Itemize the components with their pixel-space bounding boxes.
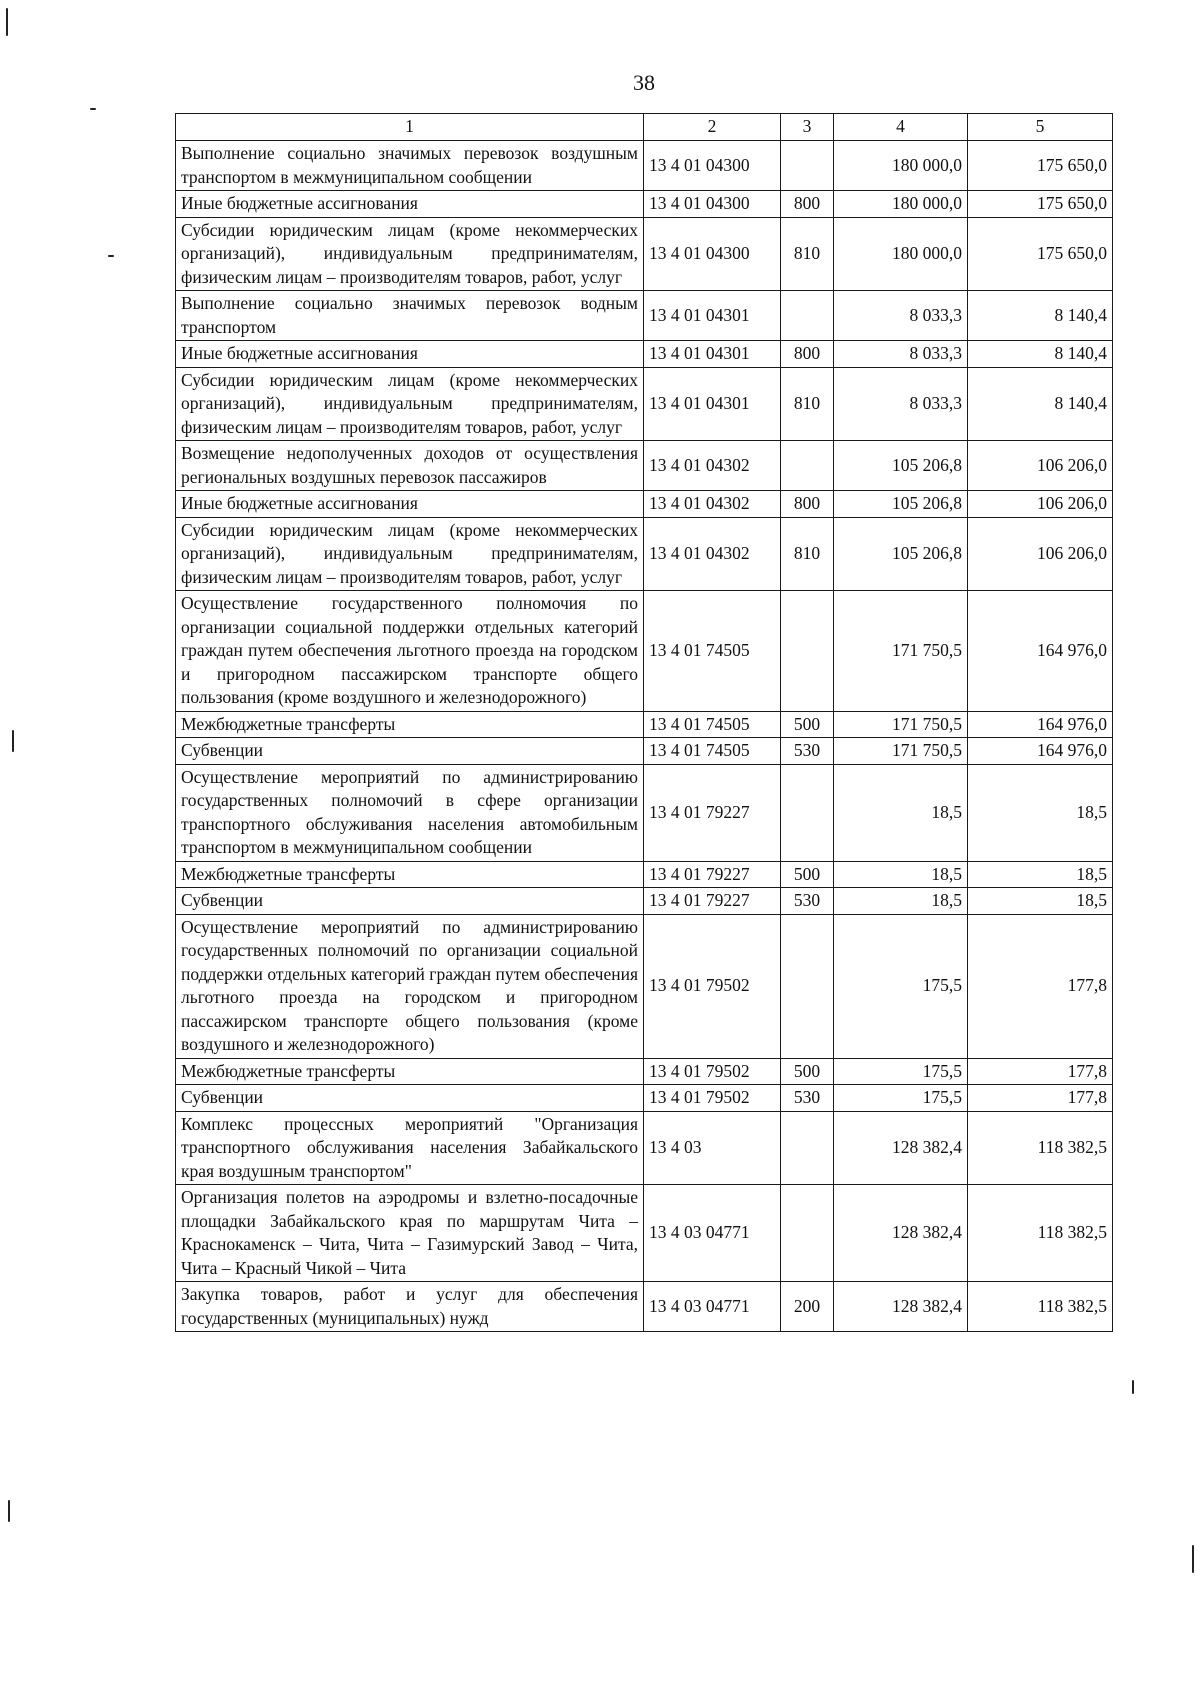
row-code-cell: 13 4 01 04302 <box>644 491 781 518</box>
row-name-cell: Осуществление мероприятий по администрированию государственных полномочий по организации социальной поддержки отдельных категорий граждан путем обеспечения льготного проезда на городском и пригородном пассажирском транспорте общего пользования (кроме воздушного и железнодорожного) <box>176 914 644 1058</box>
row-name-cell: Выполнение социально значимых перевозок водным транспортом <box>176 291 644 341</box>
row-code-cell: 13 4 03 04771 <box>644 1282 781 1332</box>
row-sum-cell: 105 206,8 <box>834 491 968 518</box>
row-sum-cell: 118 382,5 <box>968 1282 1113 1332</box>
row-code-cell: 13 4 01 04301 <box>644 341 781 368</box>
row-type-cell: 530 <box>781 1085 834 1112</box>
row-sum-cell: 18,5 <box>834 861 968 888</box>
row-type-cell <box>781 591 834 712</box>
table-row <box>176 738 1113 765</box>
header-cell: 4 <box>834 114 968 141</box>
row-sum-cell: 171 750,5 <box>834 711 968 738</box>
row-code-cell: 13 4 01 74505 <box>644 738 781 765</box>
row-sum-cell: 18,5 <box>968 861 1113 888</box>
table-header-row <box>176 114 1113 141</box>
row-sum-cell: 175 650,0 <box>968 191 1113 218</box>
row-name-cell: Иные бюджетные ассигнования <box>176 491 644 518</box>
row-sum-cell: 164 976,0 <box>968 738 1113 765</box>
header-cell: 2 <box>644 114 781 141</box>
row-code-cell: 13 4 01 04300 <box>644 141 781 191</box>
table-row <box>176 888 1113 915</box>
row-name-cell: Субсидии юридическим лицам (кроме некоммерческих организаций), индивидуальным предпринимателям, физическим лицам – производителям товаров, работ, услуг <box>176 367 644 441</box>
row-code-cell: 13 4 01 79502 <box>644 1058 781 1085</box>
row-sum-cell: 180 000,0 <box>834 141 968 191</box>
row-sum-cell: 18,5 <box>968 888 1113 915</box>
row-sum-cell: 128 382,4 <box>834 1185 968 1282</box>
row-code-cell: 13 4 01 04300 <box>644 191 781 218</box>
row-type-cell <box>781 1185 834 1282</box>
row-code-cell: 13 4 01 04302 <box>644 517 781 591</box>
row-sum-cell: 8 033,3 <box>834 341 968 368</box>
row-name-cell: Субвенции <box>176 1085 644 1112</box>
scan-mark <box>6 8 8 36</box>
row-name-cell: Иные бюджетные ассигнования <box>176 191 644 218</box>
row-sum-cell: 105 206,8 <box>834 517 968 591</box>
budget-table <box>175 113 1113 1332</box>
row-sum-cell: 8 033,3 <box>834 291 968 341</box>
row-sum-cell: 164 976,0 <box>968 591 1113 712</box>
row-sum-cell: 175,5 <box>834 1058 968 1085</box>
row-sum-cell: 128 382,4 <box>834 1111 968 1185</box>
row-sum-cell: 171 750,5 <box>834 591 968 712</box>
table-row <box>176 491 1113 518</box>
row-name-cell: Межбюджетные трансферты <box>176 1058 644 1085</box>
row-type-cell: 810 <box>781 517 834 591</box>
row-sum-cell: 106 206,0 <box>968 441 1113 491</box>
header-cell: 5 <box>968 114 1113 141</box>
scan-mark <box>8 1500 10 1522</box>
row-code-cell: 13 4 01 79502 <box>644 1085 781 1112</box>
table-row <box>176 341 1113 368</box>
row-type-cell <box>781 141 834 191</box>
table-row <box>176 591 1113 712</box>
row-code-cell: 13 4 03 <box>644 1111 781 1185</box>
row-name-cell: Организация полетов на аэродромы и взлетно-посадочные площадки Забайкальского края по маршрутам Чита – Краснокаменск – Чита, Чита – Газимурский Завод – Чита, Чита – Красный Чикой – Чита <box>176 1185 644 1282</box>
table-row <box>176 1085 1113 1112</box>
row-sum-cell: 177,8 <box>968 914 1113 1058</box>
row-sum-cell: 105 206,8 <box>834 441 968 491</box>
table-row <box>176 141 1113 191</box>
header-cell: 3 <box>781 114 834 141</box>
row-name-cell: Субвенции <box>176 888 644 915</box>
table-row <box>176 291 1113 341</box>
row-sum-cell: 177,8 <box>968 1085 1113 1112</box>
row-code-cell: 13 4 01 74505 <box>644 591 781 712</box>
row-sum-cell: 175 650,0 <box>968 217 1113 291</box>
table-row <box>176 1058 1113 1085</box>
row-name-cell: Осуществление мероприятий по администрированию государственных полномочий в сфере организации транспортного обслуживания населения автомобильным транспортом в межмуниципальном сообщении <box>176 764 644 861</box>
row-code-cell: 13 4 01 74505 <box>644 711 781 738</box>
table-row <box>176 441 1113 491</box>
row-name-cell: Выполнение социально значимых перевозок воздушным транспортом в межмуниципальном сообщении <box>176 141 644 191</box>
row-code-cell: 13 4 01 04301 <box>644 367 781 441</box>
row-type-cell <box>781 1111 834 1185</box>
table-row <box>176 914 1113 1058</box>
scan-mark <box>108 255 114 257</box>
scan-mark <box>90 108 96 110</box>
page-number: 38 <box>633 70 655 95</box>
row-sum-cell: 18,5 <box>834 888 968 915</box>
table-row <box>176 861 1113 888</box>
table-body <box>176 141 1113 1332</box>
row-name-cell: Субсидии юридическим лицам (кроме некоммерческих организаций), индивидуальным предпринимателям, физическим лицам – производителям товаров, работ, услуг <box>176 517 644 591</box>
row-code-cell: 13 4 01 04300 <box>644 217 781 291</box>
row-name-cell: Возмещение недополученных доходов от осуществления региональных воздушных перевозок пассажиров <box>176 441 644 491</box>
row-sum-cell: 175,5 <box>834 1085 968 1112</box>
row-sum-cell: 106 206,0 <box>968 517 1113 591</box>
row-sum-cell: 128 382,4 <box>834 1282 968 1332</box>
row-sum-cell: 8 033,3 <box>834 367 968 441</box>
row-type-cell: 530 <box>781 738 834 765</box>
table-row <box>176 191 1113 218</box>
row-name-cell: Субсидии юридическим лицам (кроме некоммерческих организаций), индивидуальным предпринимателям, физическим лицам – производителям товаров, работ, услуг <box>176 217 644 291</box>
scan-mark <box>12 730 14 752</box>
row-type-cell <box>781 914 834 1058</box>
row-name-cell: Осуществление государственного полномочия по организации социальной поддержки отдельных категорий граждан путем обеспечения льготного проезда на городском и пригородном пассажирском транспорте общего пользования (кроме воздушного и железнодорожного) <box>176 591 644 712</box>
row-sum-cell: 18,5 <box>968 764 1113 861</box>
row-type-cell: 800 <box>781 341 834 368</box>
row-sum-cell: 180 000,0 <box>834 191 968 218</box>
row-type-cell: 810 <box>781 217 834 291</box>
row-name-cell: Комплекс процессных мероприятий "Организация транспортного обслуживания населения Забайкальского края воздушным транспортом" <box>176 1111 644 1185</box>
table-row <box>176 764 1113 861</box>
row-type-cell: 800 <box>781 491 834 518</box>
row-type-cell: 810 <box>781 367 834 441</box>
row-sum-cell: 177,8 <box>968 1058 1113 1085</box>
row-sum-cell: 118 382,5 <box>968 1111 1113 1185</box>
scan-mark <box>1192 1545 1194 1573</box>
row-name-cell: Субвенции <box>176 738 644 765</box>
row-sum-cell: 8 140,4 <box>968 291 1113 341</box>
scan-mark <box>1132 1380 1134 1394</box>
row-type-cell: 530 <box>781 888 834 915</box>
row-sum-cell: 8 140,4 <box>968 367 1113 441</box>
row-type-cell: 200 <box>781 1282 834 1332</box>
row-code-cell: 13 4 01 79502 <box>644 914 781 1058</box>
row-type-cell: 500 <box>781 1058 834 1085</box>
row-sum-cell: 171 750,5 <box>834 738 968 765</box>
row-type-cell: 500 <box>781 711 834 738</box>
row-code-cell: 13 4 03 04771 <box>644 1185 781 1282</box>
row-code-cell: 13 4 01 79227 <box>644 764 781 861</box>
table-row <box>176 217 1113 291</box>
row-sum-cell: 175 650,0 <box>968 141 1113 191</box>
row-type-cell <box>781 441 834 491</box>
row-sum-cell: 118 382,5 <box>968 1185 1113 1282</box>
table-row <box>176 1185 1113 1282</box>
row-sum-cell: 164 976,0 <box>968 711 1113 738</box>
table-row <box>176 517 1113 591</box>
row-sum-cell: 175,5 <box>834 914 968 1058</box>
table-row <box>176 711 1113 738</box>
row-sum-cell: 180 000,0 <box>834 217 968 291</box>
row-code-cell: 13 4 01 04301 <box>644 291 781 341</box>
row-type-cell: 800 <box>781 191 834 218</box>
header-cell: 1 <box>176 114 644 141</box>
row-type-cell <box>781 291 834 341</box>
row-sum-cell: 106 206,0 <box>968 491 1113 518</box>
table-row <box>176 1111 1113 1185</box>
row-name-cell: Межбюджетные трансферты <box>176 861 644 888</box>
row-code-cell: 13 4 01 04302 <box>644 441 781 491</box>
table-row <box>176 367 1113 441</box>
row-sum-cell: 18,5 <box>834 764 968 861</box>
row-type-cell: 500 <box>781 861 834 888</box>
row-name-cell: Иные бюджетные ассигнования <box>176 341 644 368</box>
row-sum-cell: 8 140,4 <box>968 341 1113 368</box>
row-type-cell <box>781 764 834 861</box>
table-row <box>176 1282 1113 1332</box>
row-name-cell: Межбюджетные трансферты <box>176 711 644 738</box>
row-code-cell: 13 4 01 79227 <box>644 888 781 915</box>
row-name-cell: Закупка товаров, работ и услуг для обеспечения государственных (муниципальных) нужд <box>176 1282 644 1332</box>
row-code-cell: 13 4 01 79227 <box>644 861 781 888</box>
